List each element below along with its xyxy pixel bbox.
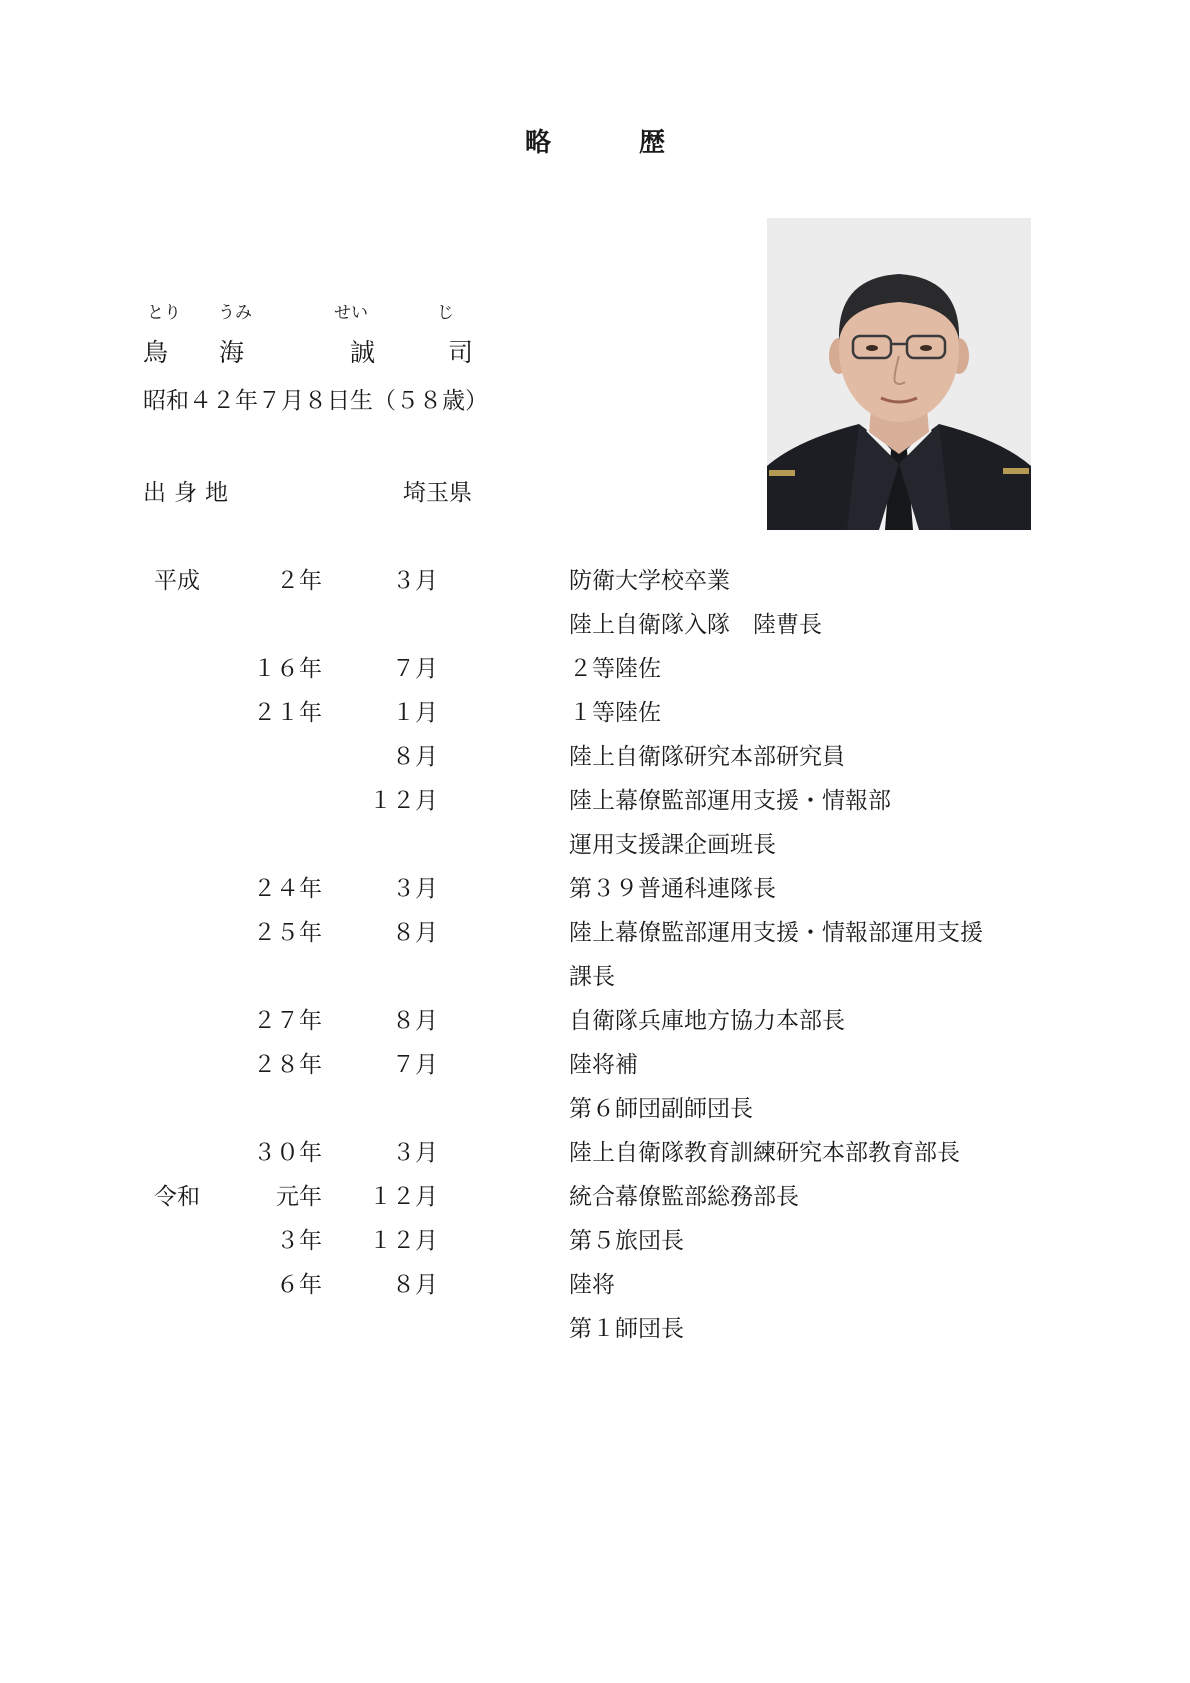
history-year: ２４年 bbox=[253, 876, 322, 902]
history-description: 第５旅団長 bbox=[569, 1228, 684, 1254]
name-char-4: 司 bbox=[448, 338, 474, 367]
portrait-photo bbox=[767, 218, 1031, 530]
name-char-1: 鳥 bbox=[143, 338, 169, 367]
history-row bbox=[0, 738, 1190, 774]
history-row bbox=[0, 914, 1190, 950]
ruby-ji: じ bbox=[437, 303, 454, 323]
history-month: ３月 bbox=[392, 568, 438, 594]
history-month: ８月 bbox=[392, 744, 438, 770]
history-description: 陸将補 bbox=[569, 1052, 638, 1078]
ruby-tori: とり bbox=[147, 303, 181, 323]
history-month: １２月 bbox=[369, 788, 438, 814]
history-row bbox=[0, 1134, 1190, 1170]
history-year: １６年 bbox=[253, 656, 322, 682]
history-row bbox=[0, 650, 1190, 686]
history-year: ３年 bbox=[276, 1228, 322, 1254]
name-char-3: 誠 bbox=[350, 338, 376, 367]
history-month: １月 bbox=[392, 700, 438, 726]
history-description: 陸将 bbox=[569, 1272, 615, 1298]
history-description: 陸上幕僚監部運用支援・情報部 bbox=[569, 788, 891, 814]
history-description: 陸上自衛隊入隊 陸曹長 bbox=[569, 612, 822, 638]
history-month: １２月 bbox=[369, 1228, 438, 1254]
ruby-umi: うみ bbox=[218, 303, 252, 323]
history-month: ８月 bbox=[392, 1008, 438, 1034]
history-month: ７月 bbox=[392, 1052, 438, 1078]
history-row bbox=[0, 958, 1190, 994]
history-year: ６年 bbox=[276, 1272, 322, 1298]
history-month: ７月 bbox=[392, 656, 438, 682]
history-row bbox=[0, 1090, 1190, 1126]
history-month: ８月 bbox=[392, 1272, 438, 1298]
history-description: 陸上自衛隊研究本部研究員 bbox=[569, 744, 845, 770]
history-description: 陸上幕僚監部運用支援・情報部運用支援 bbox=[569, 920, 983, 946]
history-row bbox=[0, 826, 1190, 862]
history-year: ２７年 bbox=[253, 1008, 322, 1034]
history-description: １等陸佐 bbox=[569, 700, 661, 726]
portrait-illustration bbox=[767, 218, 1031, 530]
history-row bbox=[0, 606, 1190, 642]
history-description: 陸上自衛隊教育訓練研究本部教育部長 bbox=[569, 1140, 960, 1166]
history-row bbox=[0, 1002, 1190, 1038]
history-row bbox=[0, 1310, 1190, 1346]
name-char-2: 海 bbox=[219, 338, 245, 367]
history-row bbox=[0, 782, 1190, 818]
origin-label: 出身地 bbox=[143, 480, 236, 506]
history-description: 運用支援課企画班長 bbox=[569, 832, 776, 858]
history-era: 平成 bbox=[154, 568, 200, 594]
history-month: １２月 bbox=[369, 1184, 438, 1210]
history-year: ３０年 bbox=[253, 1140, 322, 1166]
history-year: 元年 bbox=[276, 1184, 322, 1210]
title-char-1: 略 bbox=[524, 128, 551, 158]
history-row bbox=[0, 1178, 1190, 1214]
history-row bbox=[0, 1266, 1190, 1302]
history-description: 課長 bbox=[569, 964, 615, 990]
history-row bbox=[0, 1222, 1190, 1258]
history-row bbox=[0, 694, 1190, 730]
history-year: ２年 bbox=[276, 568, 322, 594]
history-month: ３月 bbox=[392, 876, 438, 902]
history-row bbox=[0, 870, 1190, 906]
history-month: ３月 bbox=[392, 1140, 438, 1166]
history-description: 第１師団長 bbox=[569, 1316, 684, 1342]
history-month: ８月 bbox=[392, 920, 438, 946]
origin-value: 埼玉県 bbox=[403, 480, 472, 506]
history-row bbox=[0, 1046, 1190, 1082]
document-title bbox=[0, 122, 1190, 159]
birth-date: 昭和４２年７月８日生（５８歳） bbox=[143, 388, 488, 414]
history-description: 防衛大学校卒業 bbox=[569, 568, 730, 594]
history-year: ２５年 bbox=[253, 920, 322, 946]
history-description: 統合幕僚監部総務部長 bbox=[569, 1184, 799, 1210]
title-char-2: 歴 bbox=[639, 128, 666, 158]
ruby-sei: せい bbox=[334, 303, 368, 323]
history-era: 令和 bbox=[154, 1184, 200, 1210]
history-description: ２等陸佐 bbox=[569, 656, 661, 682]
history-description: 第３９普通科連隊長 bbox=[569, 876, 776, 902]
history-description: 自衛隊兵庫地方協力本部長 bbox=[569, 1008, 845, 1034]
history-year: ２１年 bbox=[253, 700, 322, 726]
history-row bbox=[0, 562, 1190, 598]
history-year: ２８年 bbox=[253, 1052, 322, 1078]
history-description: 第６師団副師団長 bbox=[569, 1096, 753, 1122]
